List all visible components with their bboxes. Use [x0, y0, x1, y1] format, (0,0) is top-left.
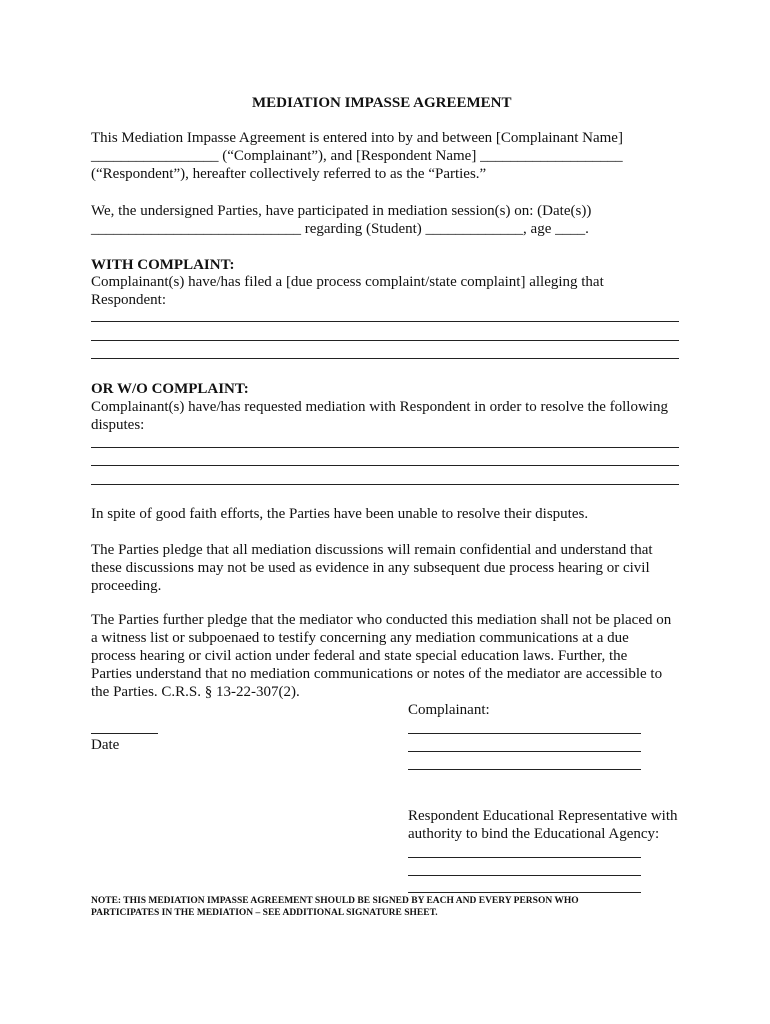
date-label: Date — [91, 737, 120, 753]
without-complaint-heading: OR W/O COMPLAINT: — [91, 381, 249, 397]
respondent-label-line-1: Respondent Educational Representative with — [408, 808, 678, 824]
mediator-line-2: a witness list or subpoenaed to testify concerning any mediation communications at a due — [91, 630, 629, 646]
mediator-line-5: the Parties. C.R.S. § 13-22-307(2). — [91, 684, 300, 700]
document-title: MEDIATION IMPASSE AGREEMENT — [252, 95, 512, 111]
with-complaint-blank-line-2[interactable] — [91, 340, 679, 341]
confidential-line-3: proceeding. — [91, 578, 162, 594]
mediator-line-3: process hearing or civil action under federal and state special education laws. Further, the — [91, 648, 628, 664]
sessions-line-2: ____________________________ regarding (Student) _____________, age ____. — [91, 221, 589, 237]
respondent-signature-line-1[interactable] — [408, 857, 641, 858]
intro-line-3: (“Respondent”), hereafter collectively referred to as the “Parties.” — [91, 166, 487, 182]
with-complaint-blank-line-1[interactable] — [91, 321, 679, 322]
note-line-1: NOTE: THIS MEDIATION IMPASSE AGREEMENT SHOULD BE SIGNED BY EACH AND EVERY PERSON WHO — [91, 896, 579, 906]
sessions-line-1: We, the undersigned Parties, have participated in mediation session(s) on: (Date(s)) — [91, 203, 592, 219]
confidential-line-1: The Parties pledge that all mediation discussions will remain confidential and understand that — [91, 542, 653, 558]
intro-line-1: This Mediation Impasse Agreement is entered into by and between [Complainant Name] — [91, 130, 623, 146]
with-complaint-blank-line-3[interactable] — [91, 358, 679, 359]
without-complaint-blank-line-3[interactable] — [91, 484, 679, 485]
without-complaint-line-1: Complainant(s) have/has requested mediation with Respondent in order to resolve the following — [91, 399, 668, 415]
with-complaint-line-2: Respondent: — [91, 292, 166, 308]
confidential-line-2: these discussions may not be used as evidence in any subsequent due process hearing or civil — [91, 560, 650, 576]
good-faith-paragraph: In spite of good faith efforts, the Parties have been unable to resolve their disputes. — [91, 506, 589, 522]
intro-line-2: _________________ (“Complainant”), and [Respondent Name] ___________________ — [91, 148, 623, 164]
complainant-label: Complainant: — [408, 702, 490, 718]
complainant-signature-line-2[interactable] — [408, 751, 641, 752]
with-complaint-line-1: Complainant(s) have/has filed a [due process complaint/state complaint] alleging that — [91, 274, 604, 290]
complainant-signature-line-1[interactable] — [408, 733, 641, 734]
mediator-line-1: The Parties further pledge that the mediator who conducted this mediation shall not be placed on — [91, 612, 672, 628]
note-line-2: PARTICIPATES IN THE MEDIATION – SEE ADDITIONAL SIGNATURE SHEET. — [91, 908, 438, 918]
mediator-line-4: Parties understand that no mediation communications or notes of the mediator are accessible to — [91, 666, 663, 682]
complainant-signature-line-3[interactable] — [408, 769, 641, 770]
with-complaint-heading: WITH COMPLAINT: — [91, 257, 235, 273]
without-complaint-blank-line-2[interactable] — [91, 465, 679, 466]
date-signature-line[interactable] — [91, 733, 158, 734]
respondent-signature-line-2[interactable] — [408, 875, 641, 876]
respondent-signature-line-3[interactable] — [408, 892, 641, 893]
without-complaint-blank-line-1[interactable] — [91, 447, 679, 448]
without-complaint-line-2: disputes: — [91, 417, 145, 433]
respondent-label-line-2: authority to bind the Educational Agency: — [408, 826, 660, 842]
